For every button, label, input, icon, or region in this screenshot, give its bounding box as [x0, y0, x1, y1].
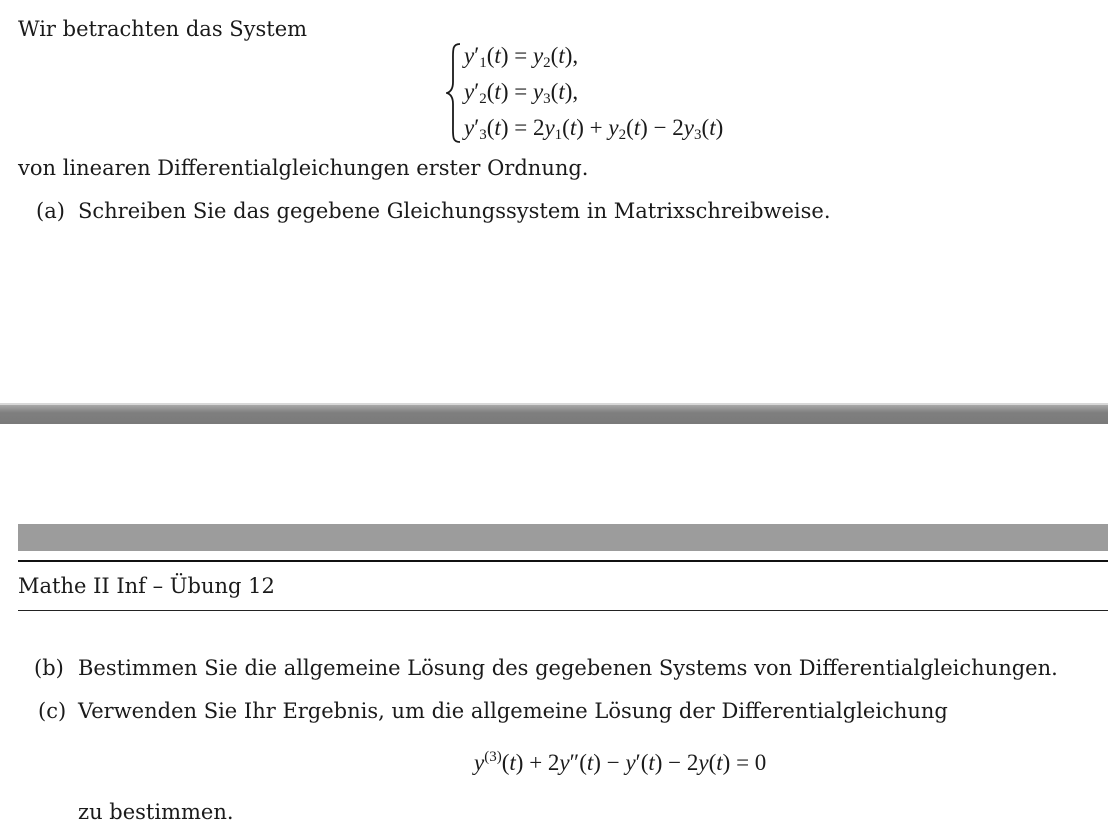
page-one	[0, 0, 1108, 403]
item-a-label: (a)	[36, 199, 65, 223]
item-b-label: (b)	[34, 656, 64, 680]
header-band	[18, 524, 1108, 551]
equation-system	[446, 42, 786, 144]
page-divider	[0, 403, 1108, 424]
item-c-text: Verwenden Sie Ihr Ergebnis, um die allgemeine Lösung der Differentialgleichung	[78, 699, 948, 723]
left-brace	[446, 42, 462, 144]
trailing-text: zu bestimmen.	[78, 800, 234, 824]
equation-line-3: $y'_3(t) = 2y_1(t) + y_2(t) - 2y_3(t)$	[464, 115, 724, 143]
header-rule-bottom	[18, 610, 1108, 611]
item-a-text: Schreiben Sie das gegebene Gleichungssystem in Matrixschreibweise.	[78, 199, 831, 223]
header-title: Mathe II Inf – Übung 12	[18, 574, 275, 598]
item-c-label: (c)	[38, 699, 67, 723]
item-b-text: Bestimmen Sie die allgemeine Lösung des gegebenen Systems von Differentialgleichungen.	[78, 656, 1058, 680]
intro-text: Wir betrachten das System	[18, 17, 308, 41]
header-rule-top	[18, 560, 1108, 562]
equation-line-2: $y'_2(t) = y_3(t)$,	[464, 79, 579, 107]
equation-line-1: $y'_1(t) = y_2(t)$,	[464, 43, 579, 71]
display-equation: $y^{(3)}(t) + 2y''(t) - y'(t) - 2y(t) = 0$	[474, 749, 767, 775]
after-system-text: von linearen Differentialgleichungen erster Ordnung.	[18, 156, 589, 180]
